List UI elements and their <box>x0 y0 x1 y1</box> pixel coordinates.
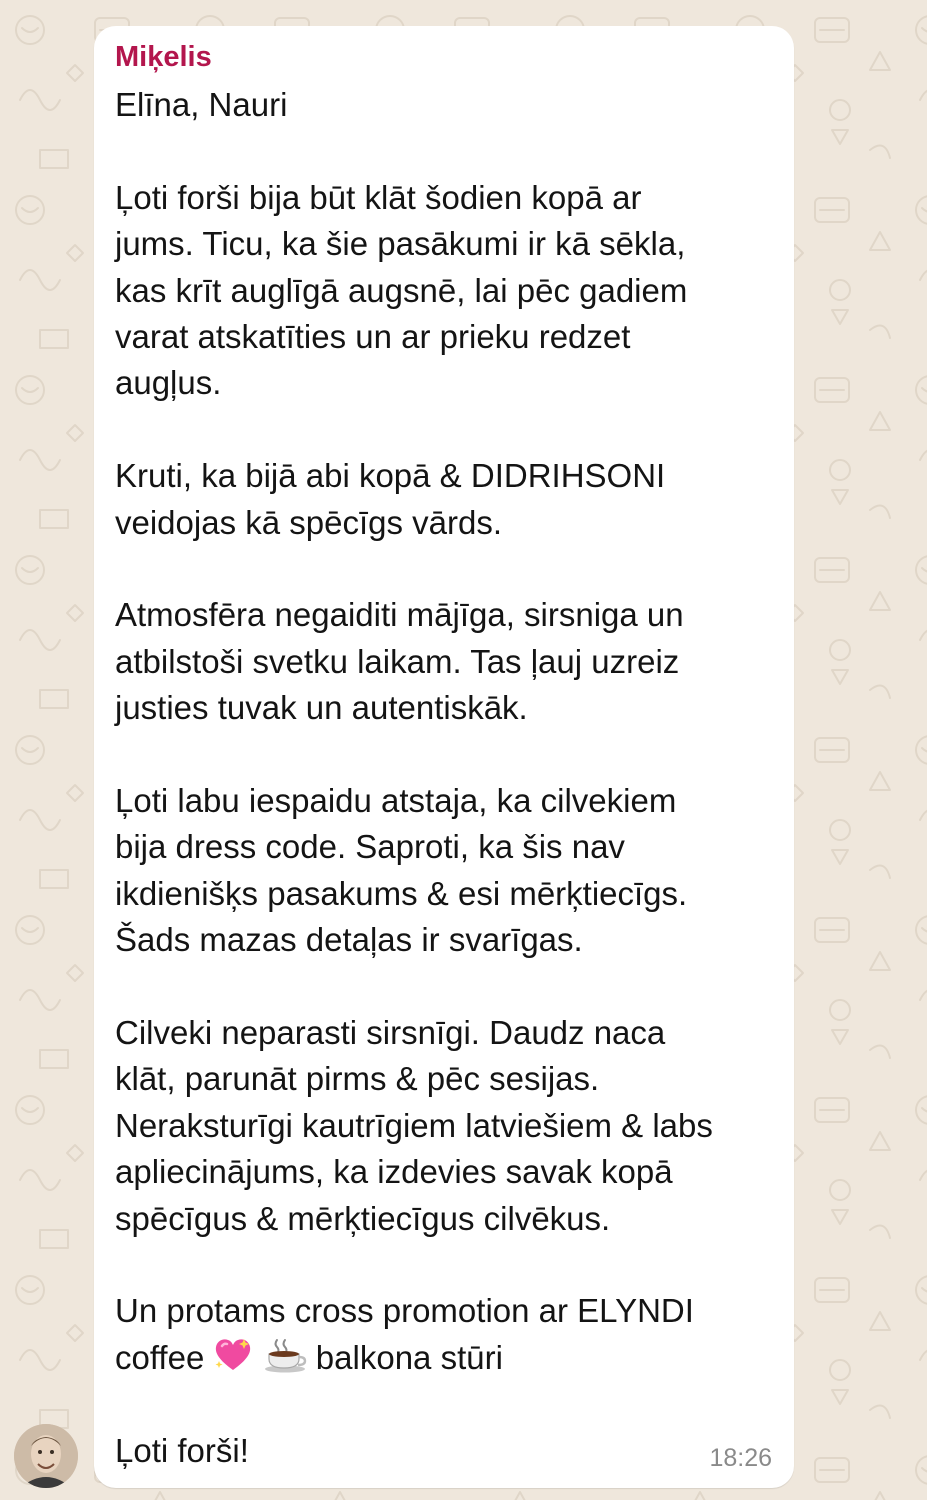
message-bubble[interactable] <box>94 26 794 1488</box>
paragraph-6 <box>115 1288 785 1381</box>
text-line: augļus. <box>115 364 222 402</box>
text-line: Neraksturīgi kautrīgiem latviešiem & labs <box>115 1106 713 1144</box>
text-line: justies tuvak un autentiskāk. <box>115 689 528 727</box>
paragraph-5 <box>115 1010 785 1242</box>
text-line-with-emoji <box>115 1335 785 1381</box>
sender-avatar[interactable] <box>14 1424 78 1488</box>
paragraph-closing <box>115 1428 785 1474</box>
text-line: ikdienišķs pasakums & esi mērķtiecīgs. <box>115 874 688 912</box>
text-line: klāt, parunāt pirms & pēc sesijas. <box>115 1060 600 1098</box>
sender-name[interactable]: Miķelis <box>115 41 212 73</box>
text-line: Ļoti labu iespaidu atstaja, ka cilvekiem <box>115 782 677 820</box>
paragraph-greeting <box>115 82 785 128</box>
text-line: Kruti, ka bijā abi kopā & DIDRIHSONI <box>115 457 666 495</box>
text-line: Atmosfēra negaiditi mājīga, sirsniga un <box>115 596 684 634</box>
text-line: kas krīt auglīgā augsnē, lai pēc gadiem <box>115 271 688 309</box>
text-line: spēcīgus & mērķtiecīgus cilvēkus. <box>115 1199 611 1237</box>
sparkling-heart-icon <box>213 1337 253 1373</box>
avatar-image <box>14 1424 78 1488</box>
text-line: Cilveki neparasti sirsnīgi. Daudz naca <box>115 1014 666 1052</box>
message-text <box>115 82 785 1474</box>
text-line: apliecinājums, ka izdevies savak kopā <box>115 1153 673 1191</box>
text-line: Šads mazas detaļas ir svarīgas. <box>115 921 583 959</box>
text-fragment: coffee <box>115 1338 214 1376</box>
text-fragment <box>253 1339 262 1376</box>
text-fragment: balkona stūri <box>306 1338 503 1376</box>
paragraph-3 <box>115 592 785 731</box>
text-line: veidojas kā spēcīgs vārds. <box>115 503 503 541</box>
message-timestamp: 18:26 <box>709 1444 772 1472</box>
text-line: atbilstoši svetku laikam. Tas ļauj uzreiz <box>115 642 680 680</box>
text-line: Un protams cross promotion ar ELYNDI <box>115 1292 694 1330</box>
text-line: Elīna, Nauri <box>115 86 288 123</box>
paragraph-1 <box>115 175 785 407</box>
text-line: jums. Ticu, ka šie pasākumi ir kā sēkla, <box>115 225 686 263</box>
text-line: Ļoti forši bija būt klāt šodien kopā ar <box>115 178 642 216</box>
text-line: varat atskatīties un ar prieku redzet <box>115 318 631 356</box>
paragraph-2 <box>115 453 785 546</box>
text-line: Ļoti forši! <box>115 1431 249 1469</box>
text-line: bija dress code. Saproti, ka šis nav <box>115 828 625 866</box>
hot-beverage-icon <box>263 1337 307 1373</box>
paragraph-4 <box>115 778 785 964</box>
